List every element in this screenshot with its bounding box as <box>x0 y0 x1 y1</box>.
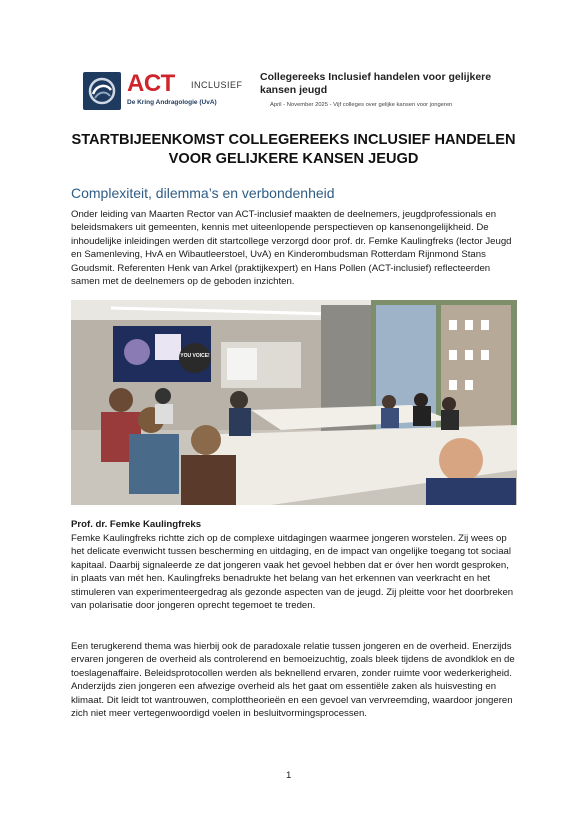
meeting-photo <box>71 300 517 505</box>
body-paragraph: Femke Kaulingfreks richtte zich op de complexe uitdagingen waarmee jongeren worstelen. Zij wees op het delicate evenwicht tussen bescherming en uitdaging, en de impact van ongelijke toegang tot sociaal kapitaal. Daarbij signaleerde ze dat jongeren vaak het gevoel hebben dat er óver hen wordt gesproken, in plaats van mét hen. Kaulingfreks benadrukte het belang van het erkennen van veerkracht en het stimuleren van experimenteergedrag als gezonde aspecten van de jeugd. Zij pleitte voor het doorbreken van polarisatie door jongeren oprecht tegemoet te treden. <box>71 533 514 612</box>
page-title: STARTBIJEENKOMST COLLEGEREEKS INCLUSIEF HANDELEN VOOR GELIJKERE KANSEN JEUGD <box>71 132 516 167</box>
act-logo-text: ACT <box>127 70 175 97</box>
intro-paragraph: Onder leiding van Maarten Rector van ACT-inclusief maakten de deelnemers, jeugdprofessionals en beleidsmakers uit gemeenten, kennis met uiteenlopende perspectieven op kansenongelijkheid. De inhoudelijke inleidingen werden dit startcollege verzorgd door prof. dr. Femke Kaulingfreks (lector Jeugd en Samenleving, HvA en Wibautleerstoel, UvA) en Kinderombudsman Rotterdam Rijnmond Stans Goudsmit. Referenten Henk van Arkel (praktijkexpert) en Hans Pollen (ACT-inclusief) reflecteerden samen met de deelnemers op de geboden inzichten. <box>71 209 512 288</box>
kring-andragologie-logo <box>83 72 121 110</box>
inclusief-logo-text: INCLUSIEF <box>191 80 243 90</box>
body-paragraph: Een terugkerend thema was hierbij ook de paradoxale relatie tussen jongeren en de overheid. Enerzijds ervaren jongeren de overheid als controlerend en bemoeizuchtig, zoals bleek tijdens de avondklok en de toeslagenaffaire. Beleidsprotocollen werden als beknellend ervaren, zonder ruimte voor wederkerigheid. Anderzijds zien jongeren een afwezige overheid als het gaat om essentiële zaken als huisvesting en klimaat. Dit leidt tot wantrouwen, complottheorieën en een gevoel van vervreemding, waardoor jongeren zich niet meer vertegenwoordigd voelen in besluitvormingsprocessen. <box>71 641 515 720</box>
page-number: 1 <box>286 770 292 781</box>
header-title: Collegereeks Inclusief handelen voor gelijkere kansen jeugd <box>260 71 492 96</box>
document-header <box>80 68 520 114</box>
logo-subtitle: De Kring Andragologie (UvA) <box>127 99 217 106</box>
speaker-name: Prof. dr. Femke Kaulingfreks <box>71 519 202 530</box>
screen-voice-text: YOU VOICE! <box>180 353 210 359</box>
section-heading: Complexiteit, dilemma’s en verbondenheid <box>71 185 335 201</box>
header-subtitle: April - November 2025 - Vijf colleges over gelijke kansen voor jongeren <box>270 102 453 108</box>
